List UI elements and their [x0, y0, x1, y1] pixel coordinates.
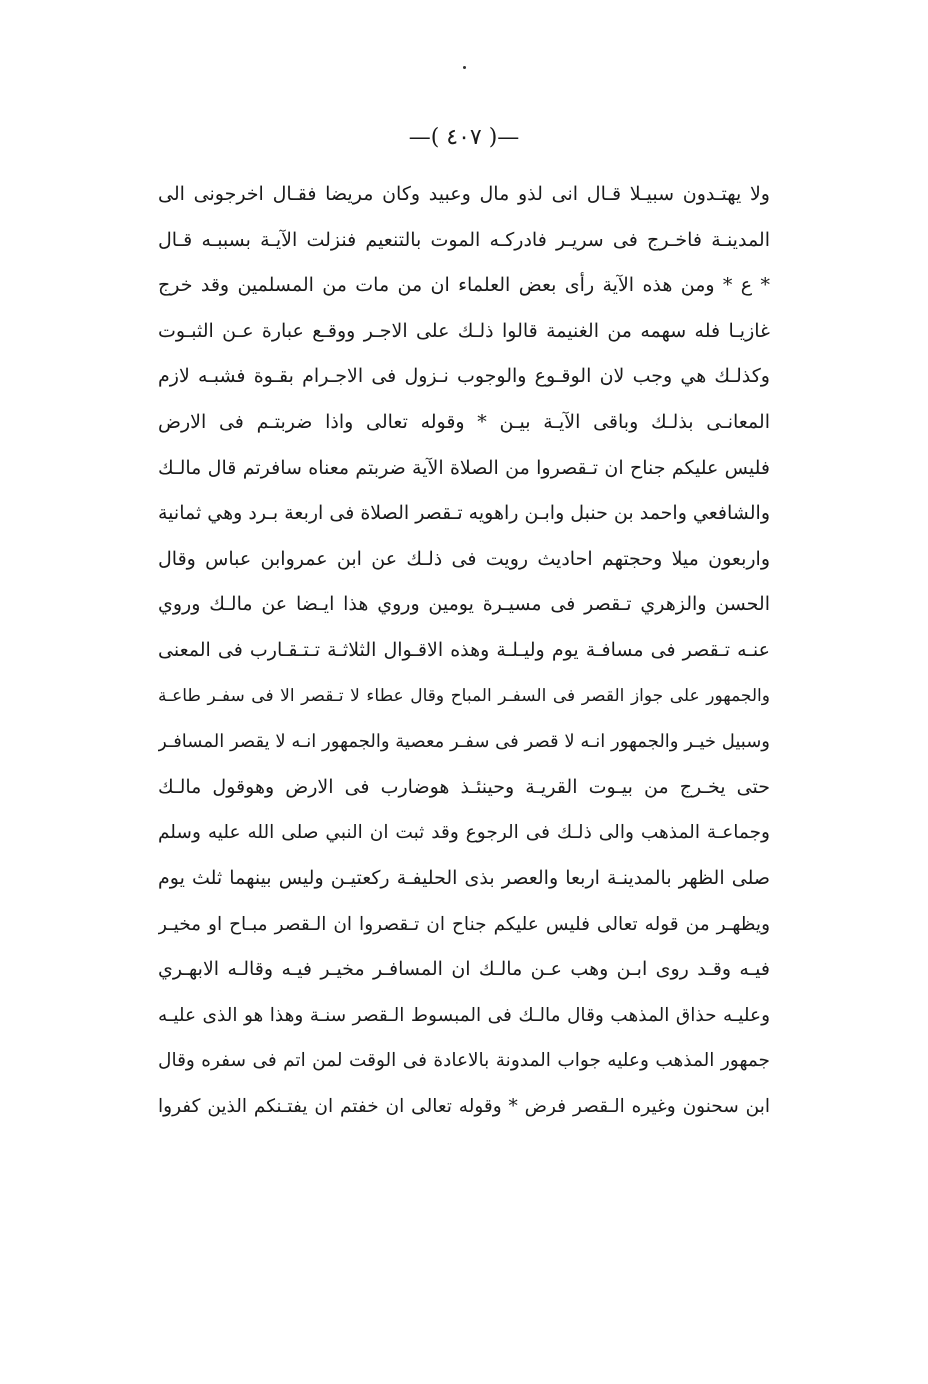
ink-speck	[463, 66, 466, 69]
text-line: جمهور المذهب وعليه جواب المدونة بالاعادة فى الوقت لمن اتم فى سفره وقال	[158, 1050, 770, 1072]
text-line: والشافعي واحمد بن حنبل وابـن راهويه تـقصر الصلاة فى اربعة بـرد وهي ثمانية	[158, 502, 770, 525]
text-line: صلى الظهر بالمدينـة اربعا والعصر بذى الحليفـة ركعتيـن وليس بينهما ثلث يوم	[158, 866, 770, 889]
text-line: وجماعـة المذهب والى ذلـك فى الرجوع وقد ثبت ان النبي صلى الله عليه وسلم	[158, 822, 770, 844]
text-line: وعليـه حذاق المذهب وقال مالـك فى المبسوط الـقصر سنـة وهذا هو الذى عليـه	[158, 1004, 770, 1026]
page-number: —( ٤٠٧ )—	[408, 125, 520, 150]
text-line: المعانـى بذلـك وباقى الآيـة بيـن * وقوله تعالى واذا ضربتـم فى الارض	[158, 410, 770, 433]
body-text	[158, 172, 770, 1129]
text-line: ولا يهتـدون سبيـلا قـال انى لذو مال وعبيد وكان مريضا فقـال اخرجونى الى	[158, 183, 770, 205]
text-line: عنـه تـقصر فى مسافـة يوم وليـلـة وهذه الاقـوال الثلاثـة تـتـقـارب فى المعنى	[158, 638, 770, 661]
text-line: الحسن والزهري تـقصر فى مسيـرة يومين وروي هذا ايـضا عن مالـك وروي	[158, 593, 770, 616]
text-line: فيـه وقـد روى ابـن وهب عـن مالـك ان المسافـر مخيـر فيـه وقالـه الابهـري	[158, 958, 770, 981]
text-line: وكذلـك هي وجب لان الوقـوع والوجوب نـزول فى الاجـرام بقـوة فشبـه لازم	[158, 365, 770, 388]
text-line: حتى يخـرج من بيـوت القريـة وحينئـذ هوضارب فى الارض وهوقول مالـك	[158, 775, 770, 798]
text-line: ويظهـر من قوله تعالى فليس عليكم جناح ان تـقصروا ان الـقصر مبـاح او مخيـر	[158, 913, 770, 935]
text-line: * ع * ومن هذه الآية رأى بعض العلماء ان من مات من المسلمين وقد خرج	[158, 274, 770, 297]
text-line: واربعون ميلا وحجتهم احاديث رويت فى ذلـك عن ابن عمروابن عباس وقال	[158, 547, 770, 570]
text-line: وسبيل خيـر والجمهور انـه لا قصر فى سفـر معصية والجمهور انـه لا يقصر المسافـر	[158, 731, 770, 753]
text-line: المدينـة فاخـرج فى سريـر فادركـه الموت بالتنعيم فنزلت الآيـة بسببـه قـال	[158, 228, 770, 251]
text-line: ابن سحنون وغيره الـقصر فرض * وقوله تعالى ان خفتم ان يفتـنكم الذين كفروا	[158, 1095, 770, 1117]
text-line: والجمهور على جواز القصر فى السفـر المباح وقال عطاء لا تـقصر الا فى سفـر طاعـة	[158, 685, 770, 706]
text-line: فليس عليكم جناح ان تـقصروا من الصلاة الآية ضربتم معناه سافرتم قال مالـك	[158, 456, 770, 479]
text-line: غازيـا فله سهمه من الغنيمة قالوا ذلـك على الاجـر ووقـع عبارة عـن الثبـوت	[158, 319, 770, 342]
